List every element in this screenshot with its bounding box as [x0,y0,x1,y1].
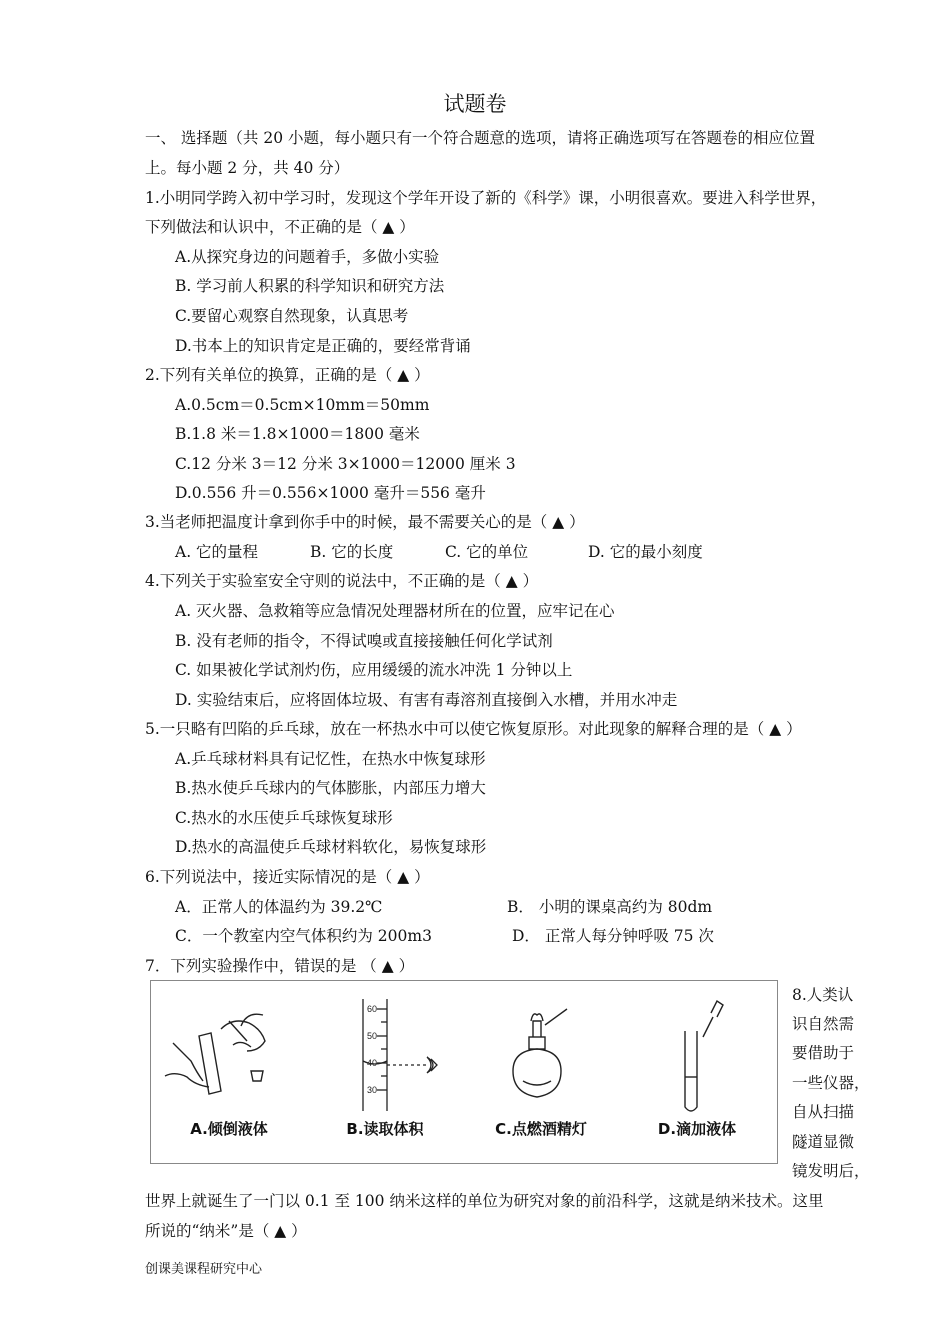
q4-option-b: B. 没有老师的指令，不得试嗅或直接接触任何化学试剂 [175,632,553,650]
q6-option-c: C．一个教室内空气体积约为 200m3 [175,927,432,945]
q2-stem: 2.下列有关单位的换算，正确的是（ ▲ ） [145,366,430,384]
q3-option-c: C. 它的单位 [445,543,529,561]
scale-60: 60 [367,1004,378,1014]
q4-option-c: C. 如果被化学试剂灼伤，应用缓缓的流水冲洗 1 分钟以上 [175,661,573,679]
page-title: 试题卷 [443,92,507,116]
q8-side-7: 镜发明后， [792,1162,870,1180]
footer-org: 创课美课程研究中心 [145,1262,263,1277]
q5-stem: 5.一只略有凹陷的乒乓球，放在一杯热水中可以使它恢复原形。对此现象的解释合理的是（ ▲ ） [145,720,802,738]
q2-option-a: A.0.5cm＝0.5cm×10mm＝50mm [175,396,430,414]
q3-option-b: B. 它的长度 [310,543,394,561]
cylinder-reading-illustration [307,981,463,1131]
q8-stem-cont: 所说的“纳米”是（ ▲ ） [145,1222,307,1240]
section-instructions-cont: 上。每小题 2 分，共 40 分） [145,159,350,177]
q3-stem: 3.当老师把温度计拿到你手中的时候，最不需要关心的是（ ▲ ） [145,513,585,531]
q6-option-b: B． 小明的课桌高约为 80dm [507,898,713,916]
q2-option-c: C.12 分米 3＝12 分米 3×1000＝12000 厘米 3 [175,455,516,473]
caption-b: B.读取体积 [346,1120,424,1138]
q1-option-b: B. 学习前人积累的科学知识和研究方法 [175,277,445,295]
panel-pour-liquid [151,981,307,1163]
q8-side-5: 自从扫描 [792,1103,855,1121]
q8-side-2: 识自然需 [792,1015,855,1033]
q6-stem: 6.下列说法中，接近实际情况的是（ ▲ ） [145,868,430,886]
caption-a: A.倾倒液体 [190,1120,268,1138]
q1-option-c: C.要留心观察自然现象，认真思考 [175,307,409,325]
q8-side-4: 一些仪器， [792,1074,870,1092]
q4-option-d: D. 实验结束后，应将固体垃圾、有害有毒溶剂直接倒入水槽，并用水冲走 [175,691,678,709]
q3-option-d: D. 它的最小刻度 [588,543,703,561]
pour-liquid-illustration [151,981,307,1131]
panel-read-volume [307,981,463,1163]
q8-side-1: 8.人类认 [792,986,854,1004]
q4-stem: 4.下列关于实验室安全守则的说法中，不正确的是（ ▲ ） [145,572,539,590]
q3-option-a: A. 它的量程 [175,543,259,561]
q5-option-b: B.热水使乒乓球内的气体膨胀，内部压力增大 [175,779,486,797]
q5-option-a: A.乒乓球材料具有记忆性，在热水中恢复球形 [175,750,486,768]
q5-option-d: D.热水的高温使乒乓球材料软化，易恢复球形 [175,838,487,856]
q5-option-c: C.热水的水压使乒乓球恢复球形 [175,809,393,827]
dropper-illustration [619,981,775,1131]
q1-option-a: A.从探究身边的问题着手，多做小实验 [175,248,440,266]
q7-figure [150,980,778,1164]
scale-30: 30 [367,1085,378,1095]
q2-option-b: B.1.8 米＝1.8×1000＝1800 毫米 [175,425,420,443]
panel-drop-liquid [619,981,775,1163]
q7-stem: 7．下列实验操作中，错误的是 （ ▲ ） [145,957,415,975]
section-instructions: 一、 选择题（共 20 小题，每小题只有一个符合题意的选项，请将正确选项写在答题卷的相应位置 [145,129,816,147]
alcohol-lamp-illustration [463,981,619,1131]
q8-side-6: 隧道显微 [792,1133,855,1151]
panel-light-lamp [463,981,619,1163]
q1-stem-cont: 下列做法和认识中，不正确的是（ ▲ ） [145,218,415,236]
q8-side-3: 要借助于 [792,1044,855,1062]
q6-option-d: D． 正常人每分钟呼吸 75 次 [512,927,714,945]
q1-option-d: D.书本上的知识肯定是正确的，要经常背诵 [175,337,471,355]
q2-option-d: D.0.556 升＝0.556×1000 毫升＝556 毫升 [175,484,486,502]
scale-50: 50 [367,1031,378,1041]
q1-stem: 1.小明同学跨入初中学习时，发现这个学年开设了新的《科学》课，小明很喜欢。要进入科学世界， [145,189,827,207]
caption-c: C.点燃酒精灯 [495,1120,587,1138]
q4-option-a: A. 灭火器、急救箱等应急情况处理器材所在的位置，应牢记在心 [175,602,615,620]
q8-stem: 世界上就诞生了一门以 0.1 至 100 纳米这样的单位为研究对象的前沿科学，这就是纳米技术。这里 [145,1192,824,1210]
caption-d: D.滴加液体 [657,1120,737,1138]
scale-40: 40 [367,1058,378,1068]
q6-option-a: A．正常人的体温约为 39.2℃ [175,898,383,916]
